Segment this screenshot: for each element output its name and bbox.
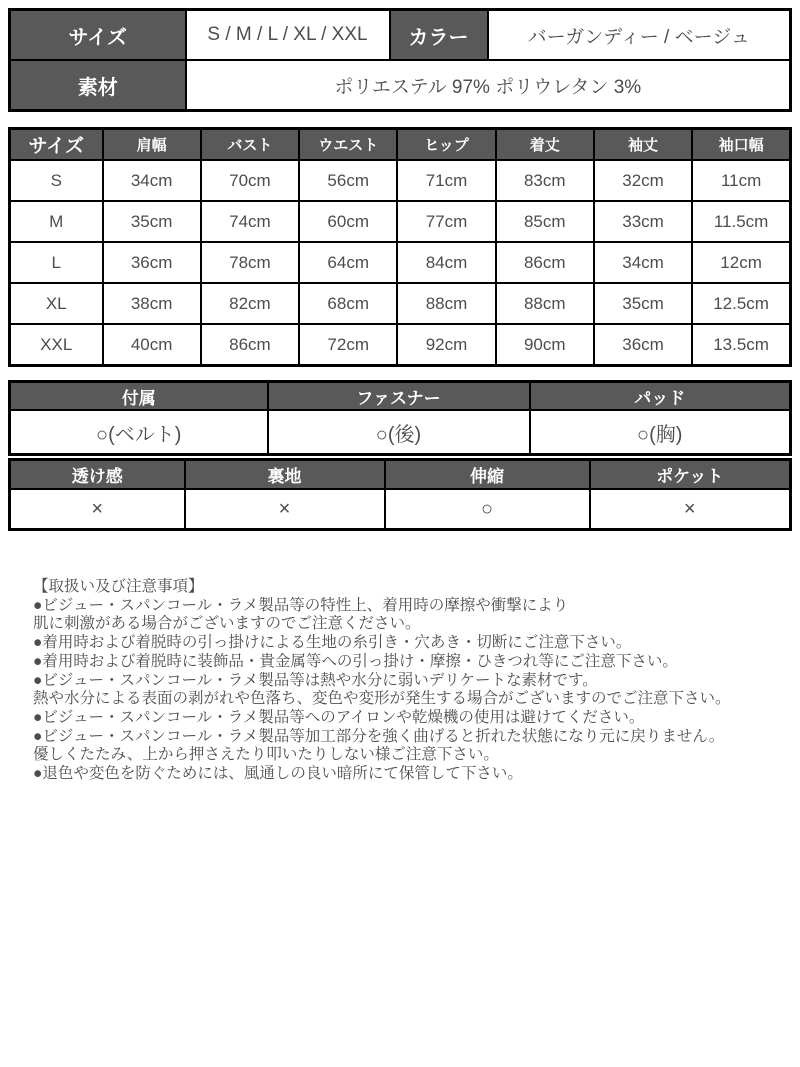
measurement-cell: 70cm — [201, 160, 299, 201]
material-label-cell: 素材 — [10, 60, 186, 111]
summary-table — [8, 8, 792, 112]
size-value-cell: S / M / L / XL / XXL — [186, 10, 390, 61]
care-notes-title: 【取扱い及び注意事項】 — [33, 578, 204, 595]
color-value-cell: バーガンディー / ベージュ — [488, 10, 791, 61]
features-2-value-row — [10, 489, 791, 530]
column-header: 肩幅 — [103, 129, 201, 161]
care-note-line: ●ビジュー・スパンコール・ラメ製品等加工部分を強く曲げると折れた状態になり元に戻りません。 — [33, 727, 725, 745]
features-table-2 — [8, 458, 792, 531]
size-name-cell: L — [10, 242, 103, 283]
feature-value-cell: × — [185, 489, 385, 530]
column-header: パッド — [530, 382, 791, 411]
measurement-row-xl — [10, 283, 791, 324]
column-header: ウエスト — [299, 129, 397, 161]
size-name-cell: M — [10, 201, 103, 242]
measurement-cell: 60cm — [299, 201, 397, 242]
measurement-cell: 38cm — [103, 283, 201, 324]
measurement-cell: 40cm — [103, 324, 201, 366]
measurement-cell: 33cm — [594, 201, 692, 242]
care-note-line: 肌に刺激がある場合がございますのでご注意ください。 — [33, 615, 421, 633]
size-label-cell: サイズ — [10, 10, 186, 61]
measurement-cell: 11cm — [692, 160, 790, 201]
measurement-row-xxl — [10, 324, 791, 366]
features-table-1 — [8, 380, 792, 456]
measurement-table — [8, 127, 792, 367]
measurement-cell: 36cm — [594, 324, 692, 366]
features-2-header-row — [10, 460, 791, 490]
measurement-cell: 12cm — [692, 242, 790, 283]
column-header: 裏地 — [185, 460, 385, 490]
measurement-header-row — [10, 129, 791, 161]
feature-value-cell: ○ — [385, 489, 590, 530]
measurement-cell: 88cm — [496, 283, 594, 324]
column-header: 袖口幅 — [692, 129, 790, 161]
summary-row-material — [10, 60, 791, 111]
size-name-cell: S — [10, 160, 103, 201]
measurement-cell: 34cm — [103, 160, 201, 201]
care-note-line: ●ビジュー・スパンコール・ラメ製品等の特性上、着用時の摩擦や衝撃により — [33, 596, 569, 614]
measurement-cell: 56cm — [299, 160, 397, 201]
features-1-value-row — [10, 410, 791, 455]
column-header: 袖丈 — [594, 129, 692, 161]
summary-row-size-color — [10, 10, 791, 61]
measurement-cell: 84cm — [397, 242, 495, 283]
measurement-cell: 86cm — [496, 242, 594, 283]
feature-value-cell: ○(ベルト) — [10, 410, 268, 455]
measurement-cell: 83cm — [496, 160, 594, 201]
column-header: 着丈 — [496, 129, 594, 161]
features-1-header-row — [10, 382, 791, 411]
measurement-cell: 32cm — [594, 160, 692, 201]
care-note-line: ●退色や変色を防ぐためには、風通しの良い暗所にて保管して下さい。 — [33, 765, 523, 783]
feature-value-cell: ○(後) — [268, 410, 530, 455]
measurement-cell: 35cm — [594, 283, 692, 324]
column-header: 透け感 — [10, 460, 185, 490]
measurement-row-s — [10, 160, 791, 201]
care-note-line: 優しくたたみ、上から押さえたり叩いたりしない様ご注意下さい。 — [33, 746, 499, 764]
care-note-line: ●ビジュー・スパンコール・ラメ製品等へのアイロンや乾燥機の使用は避けてください。 — [33, 708, 645, 726]
measurement-cell: 68cm — [299, 283, 397, 324]
measurement-row-l — [10, 242, 791, 283]
measurement-cell: 71cm — [397, 160, 495, 201]
measurement-cell: 11.5cm — [692, 201, 790, 242]
measurement-cell: 82cm — [201, 283, 299, 324]
color-label-cell: カラー — [390, 10, 488, 61]
measurement-cell: 74cm — [201, 201, 299, 242]
measurement-cell: 72cm — [299, 324, 397, 366]
care-note-line: ●着用時および着脱時に装飾品・貴金属等への引っ掛け・摩擦・ひきつれ等にご注意下さい。 — [33, 652, 678, 670]
measurement-cell: 92cm — [397, 324, 495, 366]
care-notes — [33, 578, 792, 784]
measurement-cell: 13.5cm — [692, 324, 790, 366]
column-header: ファスナー — [268, 382, 530, 411]
measurement-cell: 77cm — [397, 201, 495, 242]
measurement-cell: 64cm — [299, 242, 397, 283]
feature-value-cell: ○(胸) — [530, 410, 791, 455]
column-header: 伸縮 — [385, 460, 590, 490]
measurement-cell: 90cm — [496, 324, 594, 366]
size-name-cell: XL — [10, 283, 103, 324]
measurement-row-m — [10, 201, 791, 242]
care-note-line: ●ビジュー・スパンコール・ラメ製品等は熱や水分に弱いデリケートな素材です。 — [33, 671, 598, 689]
measurement-cell: 12.5cm — [692, 283, 790, 324]
measurement-cell: 86cm — [201, 324, 299, 366]
measurement-cell: 78cm — [201, 242, 299, 283]
column-header: ヒップ — [397, 129, 495, 161]
column-header: サイズ — [10, 129, 103, 161]
measurement-cell: 35cm — [103, 201, 201, 242]
column-header: バスト — [201, 129, 299, 161]
column-header: ポケット — [590, 460, 791, 490]
feature-value-cell: × — [10, 489, 185, 530]
measurement-cell: 85cm — [496, 201, 594, 242]
measurement-cell: 34cm — [594, 242, 692, 283]
column-header: 付属 — [10, 382, 268, 411]
measurement-cell: 88cm — [397, 283, 495, 324]
size-name-cell: XXL — [10, 324, 103, 366]
care-note-line: ●着用時および着脱時の引っ掛けによる生地の糸引き・穴あき・切断にご注意下さい。 — [33, 634, 632, 652]
feature-value-cell: × — [590, 489, 791, 530]
material-value-cell: ポリエステル 97% ポリウレタン 3% — [186, 60, 791, 111]
measurement-cell: 36cm — [103, 242, 201, 283]
care-note-line: 熱や水分による表面の剥がれや色落ち、変色や変形が発生する場合がございますのでご注意下さい。 — [33, 690, 731, 708]
